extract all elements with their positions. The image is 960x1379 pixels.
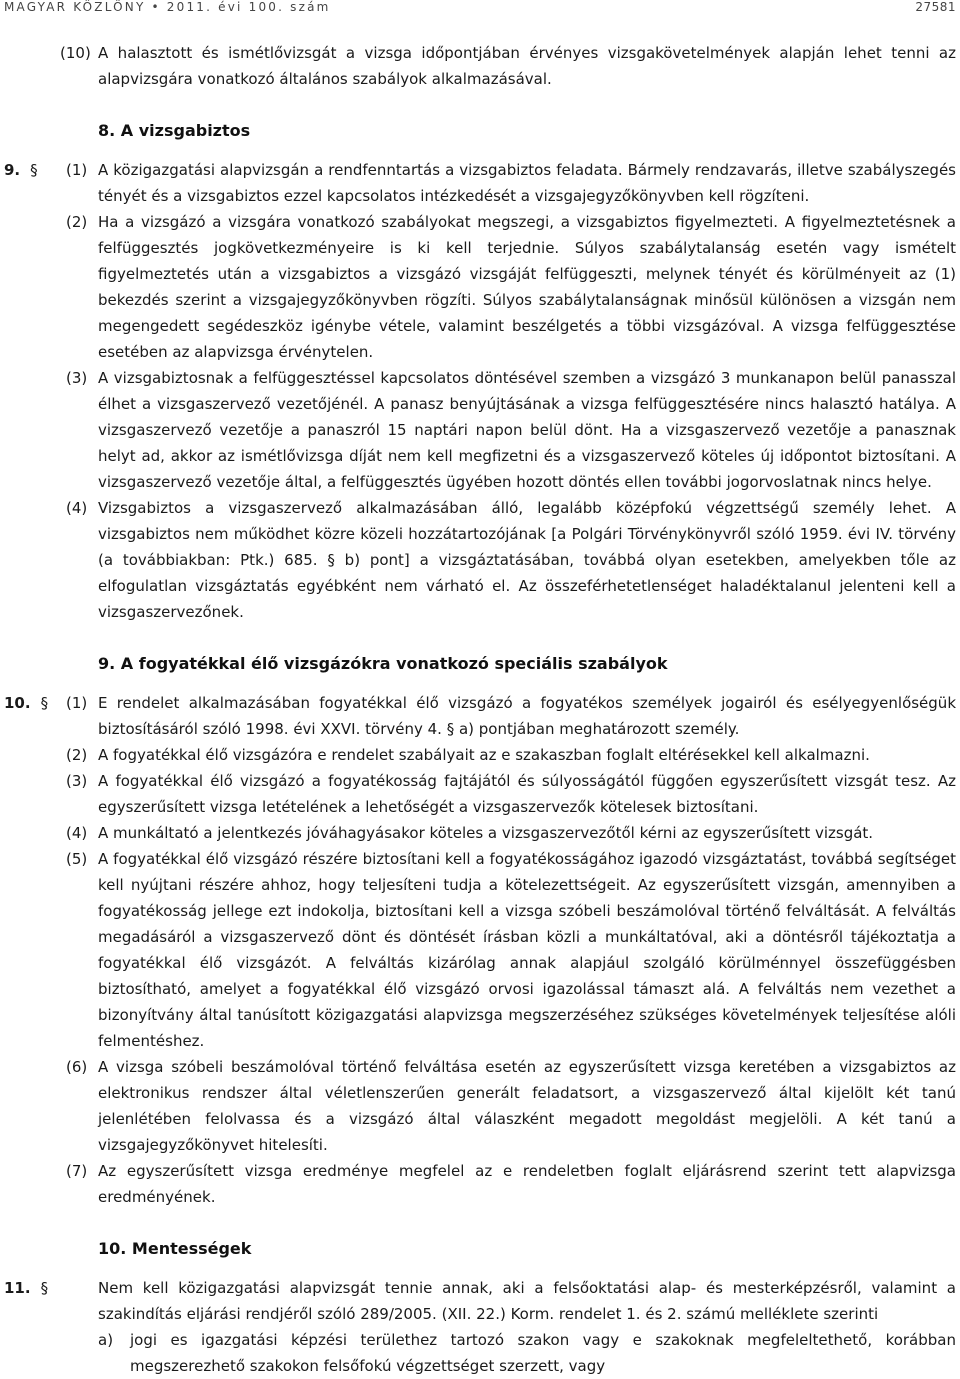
paragraph-number: (4) <box>66 499 88 517</box>
section-sign: § <box>40 1279 49 1297</box>
paragraph-number: (6) <box>66 1058 88 1076</box>
section-sign: § <box>30 161 38 179</box>
running-header <box>0 0 960 16</box>
section-heading-10: 10. Mentességek <box>98 1239 252 1258</box>
paragraph-text: A munkáltató a jelentkezés jóváhagyásakor köteles a vizsgaszervezőtől kérni az egyszerűsített vizsgát. <box>98 824 874 842</box>
paragraph-10-1 <box>0 690 960 742</box>
paragraph-number: (5) <box>66 850 88 868</box>
paragraph-10-2 <box>0 742 960 768</box>
paragraph-number: (10) <box>60 44 91 62</box>
section-sign: § <box>40 694 49 712</box>
section-10 <box>0 690 960 1210</box>
paragraph-10-5 <box>0 846 960 1054</box>
paragraph-number: (4) <box>66 824 88 842</box>
paragraph-text: A fogyatékkal élő vizsgázó részére biztosítani kell a fogyatékosságához igazodó vizsgáztatást, továbbá segítséget kell nyújtani részére ahhoz, hogy teljesíteni tudja a kötelezettségeit. Az egyszerűsített vizsgán, amennyiben a fogyatékosság jellege ezt indokolja, biztosítani kell a vizsga szóbeli beszámolóval történő felváltását. A felváltás megadásáról a vizsgaszervező dönt és döntését írásban közli a munkáltatóval, aki a döntésről tájékoztatja a fogyatékkal élő vizsgázót. A felváltás kizárólag annak alapjául szolgáló körülménnyel összefüggésben biztosítható, amelyet a fogyatékkal élő vizsgázó orvosi igazolással támaszt alá. A felváltás nem vezethet a bizonyítvány által tanúsított közigazgatási alapvizsga megszerzéséhez szükséges követelmények teljesítése alóli felmentéshez. <box>98 850 956 1050</box>
paragraph-9-4 <box>0 495 960 625</box>
paragraph-text: A fogyatékkal élő vizsgázóra e rendelet szabályait az e szakaszban foglalt eltérésekkel kell alkalmazni. <box>98 746 870 764</box>
paragraph-11 <box>0 1275 960 1327</box>
paragraph-text: A vizsgabiztosnak a felfüggesztéssel kapcsolatos döntésével szemben a vizsgázó 3 munkanapon belül panasszal élhet a vizsgaszervező vezetőjénél. A panasz benyújtásának a vizsga felfüggesztésére nincs halasztó hatálya. A vizsgaszervező vezetője a panaszról 15 naptári napon belül dönt. Ha a vizsgaszervező vezetője a panasznak helyt ad, akkor az ismétlővizsga díját nem kell megfizetni és a vizsgaszervező köteles új időpontot biztosítani. A vizsgaszervező vezetője által, a felfüggesztés ügyében hozott döntés ellen további jogorvoslatnak nincs helye. <box>98 369 956 491</box>
section-heading-8: 8. A vizsgabiztos <box>98 121 251 140</box>
paragraph-9-2 <box>0 209 960 365</box>
paragraph-text: jogi es igazgatási képzési területhez tartozó szakon vagy e szakoknak megfeleltethető, korábban megszerezhető szakokon felsőfokú végzettséget szerzett, vagy <box>130 1331 956 1375</box>
paragraph-text: A halasztott és ismétlővizsgát a vizsga időpontjában érvényes vizsgakövetelmények alapján lehet tenni az alapvizsgára vonatkozó általános szabályok alkalmazásával. <box>98 44 956 88</box>
paragraph-text: A fogyatékkal élő vizsgázó a fogyatékosság fajtájától és súlyosságától függően egyszerűsített vizsgát tesz. Az egyszerűsített vizsga letételének a lehetőségét a vizsgaszervezők kötelesek biztosítani. <box>98 772 956 816</box>
section-heading-9: 9. A fogyatékkal élő vizsgázókra vonatkozó speciális szabályok <box>98 654 668 673</box>
paragraph-text: Vizsgabiztos a vizsgaszervező alkalmazásában álló, legalább középfokú végzettségű személy lehet. A vizsgabiztos nem működhet közre közeli hozzátartozójának [a Polgári Törvénykönyvről szóló 1959. évi IV. törvény (a továbbiakban: Ptk.) 685. § b) pont] a vizsgáztatásában, továbbá olyan esetekben, amelyekben tőle az elfogulatlan vizsgáztatás egyébként nem várható el. Az összeférhetetlenséget haladéktalanul jelenteni kell a vizsgaszervezőnek. <box>98 499 956 621</box>
paragraph-number: (2) <box>66 213 88 231</box>
paragraph-number: (2) <box>66 746 88 764</box>
page-number: 27581 <box>915 0 956 14</box>
paragraph-10-4 <box>0 820 960 846</box>
paragraph-number: (1) <box>66 694 88 712</box>
paragraph-number: (3) <box>66 369 88 387</box>
section-number: 10. <box>4 694 31 712</box>
journal-title: MAGYAR KÖZLÖNY • 2011. évi 100. szám <box>4 0 331 14</box>
paragraph-10 <box>0 40 960 92</box>
paragraph-text: A vizsga szóbeli beszámolóval történő felváltása esetén az egyszerűsített vizsga keretében a vizsgabiztos az elektronikus rendszer által véletlenszerűen generált feladatsort, a vizsgaszervező által kijelölt két tanú jelenlétében felolvassa és a vizsgázó által válaszként megadott megoldást megjelöli. A két tanú a vizsgajegyzőkönyvet hitelesíti. <box>98 1058 956 1154</box>
paragraph-10-6 <box>0 1054 960 1158</box>
paragraph-10-7 <box>0 1158 960 1210</box>
paragraph-9-1 <box>0 157 960 209</box>
section-number: 11. <box>4 1279 31 1297</box>
paragraph-10-3 <box>0 768 960 820</box>
paragraph-text: Ha a vizsgázó a vizsgára vonatkozó szabályokat megszegi, a vizsgabiztos figyelmezteti. A figyelmeztetésnek a felfüggesztés jogkövetkezményeire is ki kell terjednie. Súlyos szabálytalanság esetén vagy ismételt figyelmeztetés után a vizsgabiztos a vizsgázó vizsgáját felfüggeszti, melynek tényét és körülményeit az (1) bekezdés szerint a vizsgajegyzőkönyvben rögzíti. Súlyos szabálytalanságnak minősül különösen a vizsgán nem megengedett segédeszköz igénybe vétele, valamint beszélgetés a többi vizsgázóval. A vizsga felfüggesztése esetében az alapvizsga érvénytelen. <box>98 213 956 361</box>
paragraph-number: (7) <box>66 1162 88 1180</box>
paragraph-number: (3) <box>66 772 88 790</box>
paragraph-number: (1) <box>66 161 88 179</box>
document-body <box>0 40 960 1379</box>
point-letter: a) <box>98 1331 114 1349</box>
paragraph-text: Az egyszerűsített vizsga eredménye megfelel az e rendeletben foglalt eljárásrend szerint tett alapvizsga eredményének. <box>98 1162 956 1206</box>
paragraph-text: E rendelet alkalmazásában fogyatékkal élő vizsgázó a fogyatékos személyek jogairól és esélyegyenlőségük biztosításáról szóló 1998. évi XXVI. törvény 4. § a) pontjában meghatározott személy. <box>98 694 956 738</box>
paragraph-11-a <box>0 1327 960 1379</box>
section-number: 9. <box>4 161 21 179</box>
paragraph-9-3 <box>0 365 960 495</box>
section-9 <box>0 157 960 625</box>
paragraph-text: A közigazgatási alapvizsgán a rendfenntartás a vizsgabiztos feladata. Bármely rendzavarás, illetve szabályszegés tényét és a vizsgabiztos ezzel kapcsolatos intézkedését a vizsgajegyzőkönyvben kell rögzíteni. <box>98 161 956 205</box>
section-11 <box>0 1275 960 1379</box>
paragraph-text: Nem kell közigazgatási alapvizsgát tennie annak, aki a felsőoktatási alap- és mesterképzésről, valamint a szakindítás eljárási rendjéről szóló 289/2005. (XII. 22.) Korm. rendelet 1. és 2. számú melléklete szerinti <box>98 1279 956 1323</box>
